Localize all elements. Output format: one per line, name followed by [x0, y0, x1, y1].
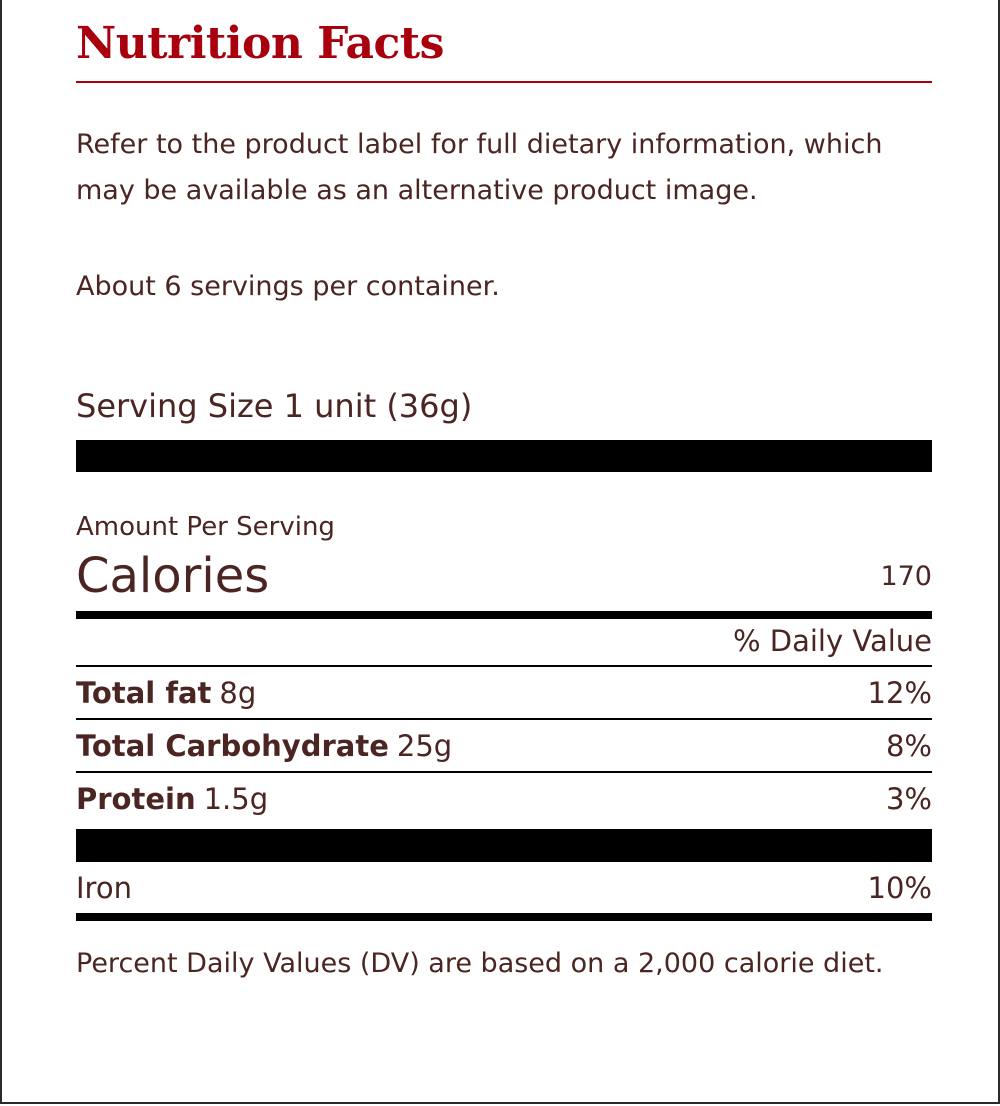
label-title: Nutrition Facts	[76, 18, 444, 69]
nutrient-daily-value: 8%	[885, 729, 932, 763]
footnote-divider	[76, 913, 932, 921]
mineral-row-iron	[76, 868, 932, 908]
nutrient-amount: 1.5g	[203, 782, 269, 816]
nutrient-name-amount	[76, 726, 452, 766]
amount-per-serving-label: Amount Per Serving	[76, 512, 335, 542]
nutrient-divider	[76, 665, 932, 667]
mineral-name: Iron	[76, 871, 132, 905]
nutrient-amount: 8g	[219, 676, 257, 710]
nutrient-divider	[76, 771, 932, 773]
nutrient-name: Protein	[76, 782, 196, 816]
nutrient-daily-value: 3%	[885, 782, 932, 816]
vitamins-divider	[76, 829, 932, 862]
daily-value-header: % Daily Value	[732, 624, 932, 658]
serving-size: Serving Size 1 unit (36g)	[76, 387, 473, 425]
calories-divider	[76, 611, 932, 619]
calories-value: 170	[880, 561, 932, 592]
intro-text: Refer to the product label for full dietary information, which may be available as an alternative product image.	[76, 129, 883, 206]
nutrient-row-protein	[76, 779, 932, 819]
nutrient-name-amount	[76, 673, 256, 713]
calories-label: Calories	[76, 548, 270, 604]
serving-size-divider	[76, 440, 932, 472]
mineral-daily-value: 10%	[867, 871, 932, 905]
title-divider	[76, 81, 932, 83]
nutrient-name-amount	[76, 779, 268, 819]
mineral-name-wrap	[76, 868, 132, 908]
daily-value-footnote: Percent Daily Values (DV) are based on a 2,000 calorie diet.	[76, 948, 884, 979]
nutrient-divider	[76, 718, 932, 720]
nutrient-name: Total fat	[76, 676, 212, 710]
servings-per-container: About 6 servings per container.	[76, 271, 500, 302]
nutrient-amount: 25g	[396, 729, 453, 763]
nutrient-row-total-carbohydrate	[76, 726, 932, 766]
nutrient-name: Total Carbohydrate	[76, 729, 389, 763]
nutrient-row-total-fat	[76, 673, 932, 713]
nutrient-daily-value: 12%	[867, 676, 932, 710]
